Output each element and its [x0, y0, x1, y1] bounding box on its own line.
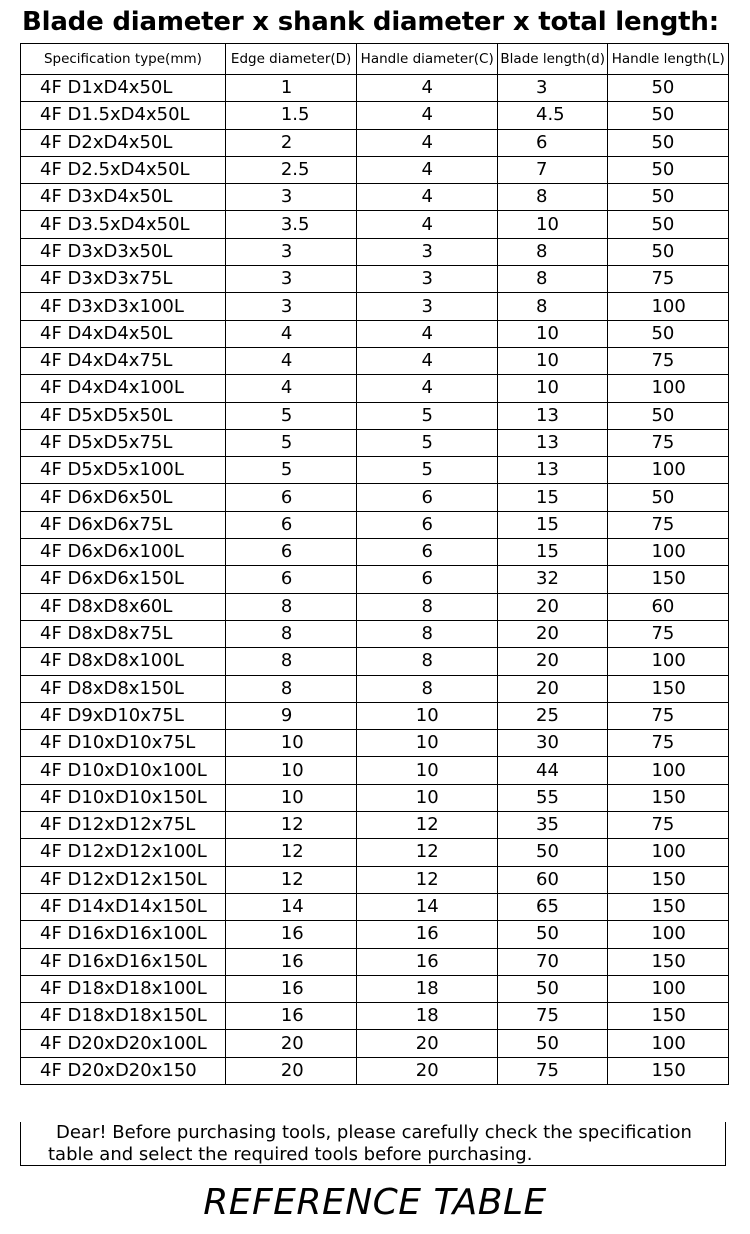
handle-length-cell: 75	[608, 812, 729, 839]
table-row	[21, 484, 729, 511]
blade-length-cell: 50	[498, 1030, 608, 1057]
edge-diameter-cell: 2.5	[225, 156, 357, 183]
handle-length-cell: 100	[608, 1030, 729, 1057]
table-row	[21, 675, 729, 702]
edge-diameter-cell: 1.5	[225, 102, 357, 129]
blade-length-cell: 75	[498, 1003, 608, 1030]
edge-diameter-cell: 6	[225, 539, 357, 566]
edge-diameter-cell: 4	[225, 375, 357, 402]
handle-diameter-cell: 4	[357, 75, 498, 102]
header-specification-type: Specification type(mm)	[21, 44, 226, 75]
handle-diameter-cell: 10	[357, 784, 498, 811]
table-row	[21, 347, 729, 374]
handle-length-cell: 50	[608, 320, 729, 347]
handle-diameter-cell: 3	[357, 293, 498, 320]
blade-length-cell: 20	[498, 675, 608, 702]
blade-length-cell: 32	[498, 566, 608, 593]
blade-length-cell: 8	[498, 184, 608, 211]
handle-length-cell: 100	[608, 648, 729, 675]
spec-cell: 4F D5xD5x100L	[21, 457, 226, 484]
handle-length-cell: 50	[608, 129, 729, 156]
edge-diameter-cell: 9	[225, 702, 357, 729]
note-line-1: Dear! Before purchasing tools, please carefully check the specification	[56, 1122, 692, 1143]
edge-diameter-cell: 12	[225, 866, 357, 893]
handle-diameter-cell: 6	[357, 566, 498, 593]
table-row	[21, 293, 729, 320]
blade-length-cell: 10	[498, 375, 608, 402]
handle-length-cell: 50	[608, 238, 729, 265]
handle-length-cell: 100	[608, 975, 729, 1002]
edge-diameter-cell: 20	[225, 1030, 357, 1057]
handle-length-cell: 75	[608, 511, 729, 538]
handle-length-cell: 150	[608, 1003, 729, 1030]
handle-diameter-cell: 4	[357, 375, 498, 402]
table-row	[21, 320, 729, 347]
spec-cell: 4F D18xD18x150L	[21, 1003, 226, 1030]
spec-cell: 4F D12xD12x75L	[21, 812, 226, 839]
blade-length-cell: 13	[498, 457, 608, 484]
blade-length-cell: 15	[498, 511, 608, 538]
handle-length-cell: 100	[608, 921, 729, 948]
handle-length-cell: 100	[608, 375, 729, 402]
table-row	[21, 102, 729, 129]
spec-cell: 4F D2xD4x50L	[21, 129, 226, 156]
edge-diameter-cell: 5	[225, 402, 357, 429]
table-header	[21, 44, 729, 75]
spec-cell: 4F D10xD10x150L	[21, 784, 226, 811]
handle-length-cell: 50	[608, 484, 729, 511]
table-row	[21, 156, 729, 183]
handle-diameter-cell: 20	[357, 1057, 498, 1084]
handle-length-cell: 75	[608, 620, 729, 647]
blade-length-cell: 6	[498, 129, 608, 156]
blade-length-cell: 7	[498, 156, 608, 183]
edge-diameter-cell: 8	[225, 648, 357, 675]
blade-length-cell: 15	[498, 539, 608, 566]
edge-diameter-cell: 12	[225, 839, 357, 866]
table-row	[21, 648, 729, 675]
blade-length-cell: 20	[498, 648, 608, 675]
table-row	[21, 211, 729, 238]
edge-diameter-cell: 8	[225, 593, 357, 620]
header-row	[21, 44, 729, 75]
blade-length-cell: 35	[498, 812, 608, 839]
edge-diameter-cell: 6	[225, 566, 357, 593]
handle-diameter-cell: 10	[357, 730, 498, 757]
blade-length-cell: 8	[498, 238, 608, 265]
spec-cell: 4F D10xD10x100L	[21, 757, 226, 784]
blade-length-cell: 20	[498, 593, 608, 620]
spec-cell: 4F D3xD3x50L	[21, 238, 226, 265]
specification-table	[20, 43, 729, 1085]
table-row	[21, 866, 729, 893]
handle-length-cell: 50	[608, 102, 729, 129]
blade-length-cell: 3	[498, 75, 608, 102]
blade-length-cell: 13	[498, 402, 608, 429]
edge-diameter-cell: 6	[225, 511, 357, 538]
spec-cell: 4F D4xD4x50L	[21, 320, 226, 347]
table-row	[21, 375, 729, 402]
blade-length-cell: 70	[498, 948, 608, 975]
spec-cell: 4F D3xD3x75L	[21, 266, 226, 293]
spec-cell: 4F D3xD4x50L	[21, 184, 226, 211]
spec-cell: 4F D20xD20x100L	[21, 1030, 226, 1057]
edge-diameter-cell: 5	[225, 429, 357, 456]
handle-diameter-cell: 6	[357, 484, 498, 511]
handle-length-cell: 75	[608, 347, 729, 374]
blade-length-cell: 4.5	[498, 102, 608, 129]
spec-cell: 4F D16xD16x100L	[21, 921, 226, 948]
handle-diameter-cell: 4	[357, 211, 498, 238]
handle-length-cell: 100	[608, 539, 729, 566]
handle-length-cell: 50	[608, 402, 729, 429]
spec-cell: 4F D4xD4x75L	[21, 347, 226, 374]
spec-cell: 4F D6xD6x150L	[21, 566, 226, 593]
handle-length-cell: 100	[608, 457, 729, 484]
handle-diameter-cell: 3	[357, 266, 498, 293]
edge-diameter-cell: 16	[225, 975, 357, 1002]
spec-cell: 4F D8xD8x60L	[21, 593, 226, 620]
edge-diameter-cell: 3	[225, 238, 357, 265]
handle-diameter-cell: 5	[357, 457, 498, 484]
edge-diameter-cell: 10	[225, 784, 357, 811]
handle-diameter-cell: 5	[357, 429, 498, 456]
table-row	[21, 129, 729, 156]
blade-length-cell: 8	[498, 293, 608, 320]
handle-diameter-cell: 8	[357, 648, 498, 675]
edge-diameter-cell: 3	[225, 266, 357, 293]
spec-cell: 4F D10xD10x75L	[21, 730, 226, 757]
blade-length-cell: 55	[498, 784, 608, 811]
handle-diameter-cell: 4	[357, 320, 498, 347]
handle-diameter-cell: 3	[357, 238, 498, 265]
blade-length-cell: 10	[498, 320, 608, 347]
purchase-note	[20, 1122, 726, 1166]
handle-diameter-cell: 4	[357, 184, 498, 211]
blade-length-cell: 65	[498, 893, 608, 920]
handle-diameter-cell: 8	[357, 620, 498, 647]
table-row	[21, 975, 729, 1002]
blade-length-cell: 75	[498, 1057, 608, 1084]
edge-diameter-cell: 10	[225, 730, 357, 757]
reference-table-caption: REFERENCE TABLE	[203, 1182, 547, 1223]
handle-length-cell: 75	[608, 266, 729, 293]
blade-length-cell: 13	[498, 429, 608, 456]
handle-length-cell: 100	[608, 839, 729, 866]
table-row	[21, 730, 729, 757]
handle-diameter-cell: 16	[357, 921, 498, 948]
table-row	[21, 757, 729, 784]
table-row	[21, 238, 729, 265]
table-row	[21, 184, 729, 211]
blade-length-cell: 30	[498, 730, 608, 757]
blade-length-cell: 15	[498, 484, 608, 511]
edge-diameter-cell: 12	[225, 812, 357, 839]
table-row	[21, 812, 729, 839]
blade-length-cell: 10	[498, 347, 608, 374]
table-row	[21, 921, 729, 948]
spec-cell: 4F D5xD5x75L	[21, 429, 226, 456]
table-row	[21, 429, 729, 456]
table-body	[21, 75, 729, 1085]
note-line-2: table and select the required tools before purchasing.	[48, 1144, 533, 1165]
handle-diameter-cell: 12	[357, 839, 498, 866]
handle-length-cell: 50	[608, 156, 729, 183]
spec-cell: 4F D12xD12x100L	[21, 839, 226, 866]
edge-diameter-cell: 8	[225, 620, 357, 647]
table-row	[21, 593, 729, 620]
spec-cell: 4F D6xD6x75L	[21, 511, 226, 538]
handle-diameter-cell: 18	[357, 975, 498, 1002]
handle-diameter-cell: 20	[357, 1030, 498, 1057]
table-row	[21, 702, 729, 729]
handle-length-cell: 50	[608, 75, 729, 102]
table-row	[21, 566, 729, 593]
edge-diameter-cell: 6	[225, 484, 357, 511]
handle-length-cell: 50	[608, 211, 729, 238]
table-row	[21, 948, 729, 975]
header-handle-diameter: Handle diameter(C)	[357, 44, 498, 75]
table-row	[21, 402, 729, 429]
handle-length-cell: 75	[608, 702, 729, 729]
edge-diameter-cell: 3.5	[225, 211, 357, 238]
spec-cell: 4F D4xD4x100L	[21, 375, 226, 402]
edge-diameter-cell: 1	[225, 75, 357, 102]
edge-diameter-cell: 10	[225, 757, 357, 784]
spec-cell: 4F D16xD16x150L	[21, 948, 226, 975]
handle-length-cell: 150	[608, 1057, 729, 1084]
blade-length-cell: 25	[498, 702, 608, 729]
handle-diameter-cell: 10	[357, 702, 498, 729]
table-row	[21, 75, 729, 102]
spec-cell: 4F D3xD3x100L	[21, 293, 226, 320]
table-row	[21, 839, 729, 866]
table-row	[21, 539, 729, 566]
handle-diameter-cell: 4	[357, 102, 498, 129]
handle-diameter-cell: 5	[357, 402, 498, 429]
edge-diameter-cell: 3	[225, 293, 357, 320]
blade-length-cell: 60	[498, 866, 608, 893]
blade-length-cell: 50	[498, 839, 608, 866]
page-title: Blade diameter x shank diameter x total length:	[22, 7, 719, 37]
handle-diameter-cell: 6	[357, 539, 498, 566]
handle-diameter-cell: 4	[357, 129, 498, 156]
edge-diameter-cell: 20	[225, 1057, 357, 1084]
spec-cell: 4F D2.5xD4x50L	[21, 156, 226, 183]
spec-cell: 4F D5xD5x50L	[21, 402, 226, 429]
spec-cell: 4F D8xD8x100L	[21, 648, 226, 675]
spec-cell: 4F D12xD12x150L	[21, 866, 226, 893]
handle-diameter-cell: 4	[357, 156, 498, 183]
spec-cell: 4F D6xD6x50L	[21, 484, 226, 511]
edge-diameter-cell: 14	[225, 893, 357, 920]
header-edge-diameter: Edge diameter(D)	[225, 44, 357, 75]
header-blade-length: Blade length(d)	[498, 44, 608, 75]
blade-length-cell: 8	[498, 266, 608, 293]
spec-cell: 4F D8xD8x150L	[21, 675, 226, 702]
handle-diameter-cell: 18	[357, 1003, 498, 1030]
edge-diameter-cell: 2	[225, 129, 357, 156]
handle-length-cell: 150	[608, 948, 729, 975]
edge-diameter-cell: 4	[225, 320, 357, 347]
edge-diameter-cell: 16	[225, 1003, 357, 1030]
spec-cell: 4F D6xD6x100L	[21, 539, 226, 566]
edge-diameter-cell: 4	[225, 347, 357, 374]
edge-diameter-cell: 3	[225, 184, 357, 211]
handle-diameter-cell: 14	[357, 893, 498, 920]
blade-length-cell: 50	[498, 921, 608, 948]
table-row	[21, 893, 729, 920]
spec-cell: 4F D9xD10x75L	[21, 702, 226, 729]
table-row	[21, 1003, 729, 1030]
blade-length-cell: 20	[498, 620, 608, 647]
blade-length-cell: 10	[498, 211, 608, 238]
table-row	[21, 620, 729, 647]
handle-length-cell: 100	[608, 757, 729, 784]
edge-diameter-cell: 5	[225, 457, 357, 484]
spec-cell: 4F D8xD8x75L	[21, 620, 226, 647]
handle-length-cell: 60	[608, 593, 729, 620]
edge-diameter-cell: 8	[225, 675, 357, 702]
spec-cell: 4F D18xD18x100L	[21, 975, 226, 1002]
handle-diameter-cell: 4	[357, 347, 498, 374]
spec-cell: 4F D1xD4x50L	[21, 75, 226, 102]
handle-length-cell: 150	[608, 893, 729, 920]
table-row	[21, 511, 729, 538]
handle-diameter-cell: 8	[357, 593, 498, 620]
handle-diameter-cell: 12	[357, 866, 498, 893]
handle-diameter-cell: 16	[357, 948, 498, 975]
handle-diameter-cell: 8	[357, 675, 498, 702]
blade-length-cell: 44	[498, 757, 608, 784]
spec-cell: 4F D3.5xD4x50L	[21, 211, 226, 238]
handle-length-cell: 75	[608, 730, 729, 757]
handle-length-cell: 150	[608, 866, 729, 893]
handle-diameter-cell: 12	[357, 812, 498, 839]
handle-diameter-cell: 6	[357, 511, 498, 538]
edge-diameter-cell: 16	[225, 921, 357, 948]
handle-length-cell: 150	[608, 784, 729, 811]
table-row	[21, 1057, 729, 1084]
table-row	[21, 266, 729, 293]
blade-length-cell: 50	[498, 975, 608, 1002]
handle-length-cell: 100	[608, 293, 729, 320]
handle-length-cell: 75	[608, 429, 729, 456]
header-handle-length: Handle length(L)	[608, 44, 729, 75]
handle-diameter-cell: 10	[357, 757, 498, 784]
table-row	[21, 1030, 729, 1057]
table-row	[21, 457, 729, 484]
spec-cell: 4F D14xD14x150L	[21, 893, 226, 920]
edge-diameter-cell: 16	[225, 948, 357, 975]
table-row	[21, 784, 729, 811]
spec-cell: 4F D20xD20x150	[21, 1057, 226, 1084]
handle-length-cell: 50	[608, 184, 729, 211]
handle-length-cell: 150	[608, 675, 729, 702]
spec-cell: 4F D1.5xD4x50L	[21, 102, 226, 129]
handle-length-cell: 150	[608, 566, 729, 593]
